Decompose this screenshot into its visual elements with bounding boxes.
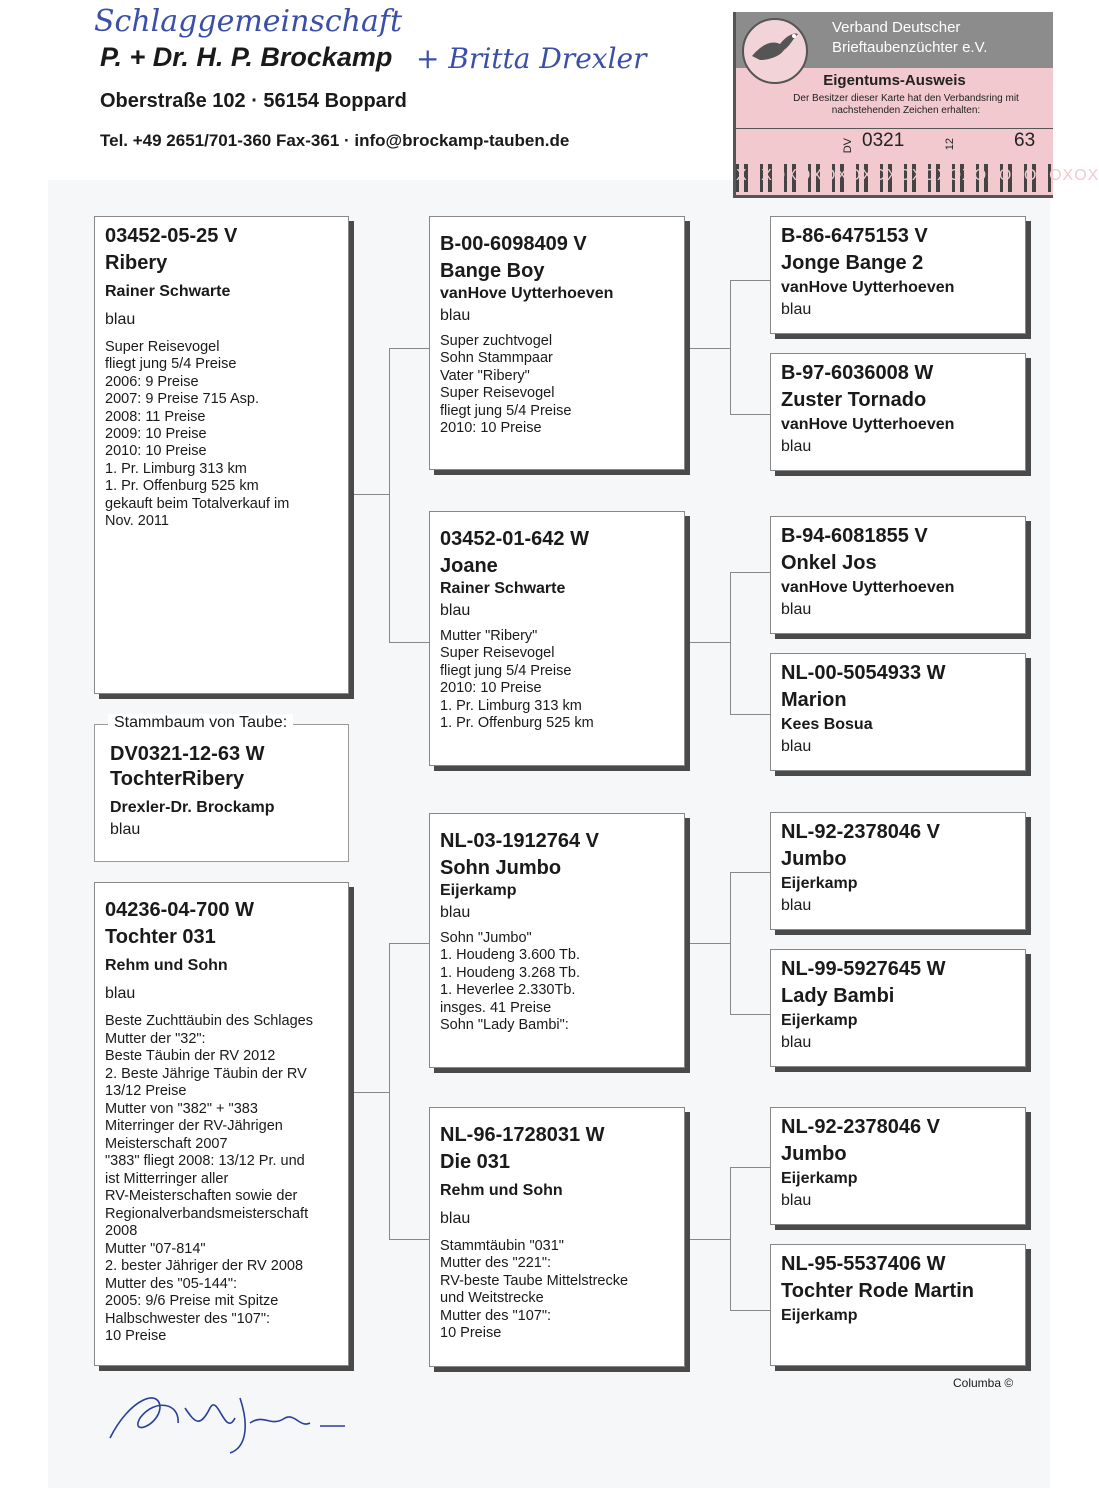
- pigeon-notes: Beste Zuchttäubin des Schlages Mutter der "32": Beste Täubin der RV 2012 2. Beste Jährige Täubin der RV 13/12 Preise Mutter von "382" + "383 Miterringer der RV-Jährigen Meisterschaft 2007 "383" fliegt 2008: 13/12 Pr. und ist Mitterringer aller RV-Meisterschaften sowie der Regionalverbandsmeisterschaft 2008 Mutter "07-814" 2. bester Jähriger der RV 2008 Mutter des "05-144": 2005: 9/6 Preise mit Spitze Halbschwester des "107": 10 Preise: [105, 1013, 313, 1344]
- mother-dam-box: [429, 1107, 685, 1367]
- ring-number: 03452-01-642 W: [440, 528, 589, 550]
- connector-line: [685, 642, 730, 643]
- great-grandparent-box: [770, 516, 1026, 634]
- subject-breeder: Drexler-Dr. Brockamp: [110, 799, 275, 816]
- pigeon-name: Zuster Tornado: [781, 389, 927, 411]
- connector-line: [685, 943, 730, 944]
- pigeon-color: blau: [781, 301, 812, 318]
- pigeon-name: Lady Bambi: [781, 985, 895, 1007]
- mother-sire-box: [429, 813, 685, 1068]
- connector-line: [349, 494, 389, 495]
- connector-line: [730, 1310, 770, 1311]
- card-divider: [736, 128, 1053, 129]
- signature-icon: [100, 1378, 360, 1458]
- card-pattern-text: XOXOXOXOXOXOXOXOXOXOXOXOXOXOX: [736, 167, 1099, 184]
- breeder-name: Rehm und Sohn: [440, 1182, 563, 1199]
- header-script-line: Schlaggemeinschaft: [94, 4, 402, 39]
- header-script-addition: + Britta Drexler: [416, 42, 647, 75]
- great-grandparent-box: [770, 812, 1026, 930]
- breeder-name: vanHove Uytterhoeven: [440, 285, 614, 302]
- mother-box: [94, 882, 349, 1366]
- header-address: Oberstraße 102 · 56154 Boppard: [100, 90, 407, 112]
- pigeon-color: blau: [440, 1210, 471, 1227]
- great-grandparent-box: [770, 653, 1026, 771]
- pigeon-color: blau: [781, 897, 812, 914]
- father-box: [94, 216, 349, 694]
- card-organisation: [832, 18, 987, 58]
- ring-number: NL-92-2378046 V: [781, 1116, 940, 1138]
- connector-line: [730, 872, 770, 873]
- pigeon-color: blau: [781, 601, 812, 618]
- pigeon-name: Tochter 031: [105, 926, 216, 948]
- subject-pigeon-box: [94, 724, 349, 862]
- breeder-name: Rehm und Sohn: [105, 957, 228, 974]
- great-grandparent-box: [770, 1107, 1026, 1225]
- connector-line: [730, 714, 770, 715]
- card-title: Eigentums-Ausweis: [823, 72, 966, 89]
- pigeon-notes: Super Reisevogel fliegt jung 5/4 Preise 2006: 9 Preise 2007: 9 Preise 715 Asp. 2008: 11 Preise 2009: 10 Preise 2010: 10 Preise 1. Pr. Limburg 313 km 1. Pr. Offenburg 525 km gekauft beim Totalverkauf im Nov. 2011: [105, 339, 290, 530]
- connector-line: [685, 348, 730, 349]
- connector-line: [730, 1167, 731, 1310]
- pigeon-color: blau: [440, 307, 471, 324]
- connector-line: [730, 872, 731, 1014]
- pigeon-notes: Stammtäubin "031" Mutter des "221": RV-beste Taube Mittelstrecke und Weitstrecke Mutter des "107": 10 Preise: [440, 1238, 629, 1342]
- pigeon-name: Sohn Jumbo: [440, 857, 562, 879]
- connector-line: [389, 348, 390, 642]
- pigeon-color: blau: [781, 1034, 812, 1051]
- pigeon-name: Joane: [440, 555, 498, 577]
- header-loft-name: P. + Dr. H. P. Brockamp: [100, 42, 393, 72]
- ring-number: 04236-04-700 W: [105, 899, 254, 921]
- breeder-name: Eijerkamp: [440, 882, 517, 899]
- great-grandparent-box: [770, 1244, 1026, 1366]
- connector-line: [389, 1239, 429, 1240]
- connector-line: [730, 572, 731, 714]
- pedigree-legend: Stammbaum von Taube:: [108, 714, 293, 732]
- card-org-line2: Brieftaubenzüchter e.V.: [832, 39, 988, 56]
- pigeon-color: blau: [440, 904, 471, 921]
- ring-number: NL-96-1728031 W: [440, 1124, 605, 1146]
- great-grandparent-box: [770, 216, 1026, 334]
- breeder-name: Rainer Schwarte: [105, 283, 231, 300]
- ring-number: B-97-6036008 W: [781, 362, 934, 384]
- subject-name: TochterRibery: [110, 768, 245, 790]
- subject-ring-number: DV0321-12-63 W: [110, 743, 265, 765]
- connector-line: [389, 642, 429, 643]
- ring-number: 03452-05-25 V: [105, 225, 238, 247]
- breeder-name: Eijerkamp: [781, 1170, 858, 1187]
- great-grandparent-box: [770, 949, 1026, 1067]
- ring-number: B-00-6098409 V: [440, 233, 587, 255]
- breeder-name: vanHove Uytterhoeven: [781, 279, 955, 296]
- connector-line: [730, 1014, 770, 1015]
- breeder-name: Eijerkamp: [781, 1307, 858, 1324]
- pigeon-name: Tochter Rode Martin: [781, 1280, 974, 1302]
- connector-line: [730, 1167, 770, 1168]
- pigeon-notes: Super zuchtvogel Sohn Stammpaar Vater "Ribery" Super Reisevogel fliegt jung 5/4 Preise 2010: 10 Preise: [440, 333, 572, 437]
- connector-line: [730, 280, 731, 414]
- pigeon-notes: Mutter "Ribery" Super Reisevogel fliegt jung 5/4 Preise 2010: 10 Preise 1. Pr. Limburg 313 km 1. Pr. Offenburg 525 km: [440, 628, 594, 732]
- pigeon-color: blau: [105, 985, 136, 1002]
- pigeon-name: Bange Boy: [440, 260, 545, 282]
- ring-number: NL-92-2378046 V: [781, 821, 940, 843]
- breeder-name: Kees Bosua: [781, 716, 873, 733]
- card-club-number: 0321: [862, 130, 905, 151]
- connector-line: [730, 414, 770, 415]
- pigeon-color: blau: [781, 1192, 812, 1209]
- breeder-name: Eijerkamp: [781, 1012, 858, 1029]
- breeder-name: vanHove Uytterhoeven: [781, 579, 955, 596]
- breeder-name: Rainer Schwarte: [440, 580, 566, 597]
- card-security-pattern: [736, 164, 1099, 192]
- pigeon-name: Marion: [781, 689, 847, 711]
- pigeon-color: blau: [781, 738, 812, 755]
- pigeon-notes: Sohn "Jumbo" 1. Houdeng 3.600 Tb. 1. Houdeng 3.268 Tb. 1. Heverlee 2.330Tb. insges. 41 Preise Sohn "Lady Bambi":: [440, 930, 581, 1034]
- card-org-line1: Verband Deutscher: [832, 19, 961, 36]
- connector-line: [389, 943, 390, 1239]
- ring-number: NL-95-5537406 W: [781, 1253, 946, 1275]
- pigeon-name: Onkel Jos: [781, 552, 877, 574]
- card-year: 12: [944, 138, 956, 151]
- pigeon-name: Jumbo: [781, 1143, 847, 1165]
- pigeon-color: blau: [440, 602, 471, 619]
- pigeon-name: Jonge Bange 2: [781, 252, 924, 274]
- header-contact: Tel. +49 2651/701-360 Fax-361 · info@brockamp-tauben.de: [100, 131, 570, 150]
- connector-line: [389, 348, 429, 349]
- card-country: DV: [842, 138, 854, 154]
- copyright-note: Columba ©: [953, 1376, 1014, 1390]
- ring-number: B-86-6475153 V: [781, 225, 928, 247]
- father-dam-box: [429, 511, 685, 766]
- subject-color: blau: [110, 821, 141, 838]
- great-grandparent-box: [770, 353, 1026, 471]
- pigeon-name: Die 031: [440, 1151, 511, 1173]
- breeder-name: Eijerkamp: [781, 875, 858, 892]
- card-subtitle: Der Besitzer dieser Karte hat den Verbandsring mit nachstehenden Zeichen erhalten:: [793, 93, 1019, 116]
- pigeon-name: Ribery: [105, 252, 168, 274]
- breeder-name: vanHove Uytterhoeven: [781, 416, 955, 433]
- connector-line: [389, 943, 429, 944]
- connector-line: [349, 1092, 389, 1093]
- ring-number: NL-00-5054933 W: [781, 662, 946, 684]
- pigeon-color: blau: [105, 311, 136, 328]
- father-sire-box: [429, 216, 685, 470]
- pigeon-name: Jumbo: [781, 848, 847, 870]
- ring-number: B-94-6081855 V: [781, 525, 928, 547]
- membership-card: [733, 12, 1099, 198]
- ring-number: NL-03-1912764 V: [440, 830, 599, 852]
- card-ring-number: 63: [1014, 130, 1036, 151]
- connector-line: [730, 280, 770, 281]
- ring-number: NL-99-5927645 W: [781, 958, 946, 980]
- pigeon-color: blau: [781, 438, 812, 455]
- connector-line: [730, 572, 770, 573]
- connector-line: [685, 1239, 730, 1240]
